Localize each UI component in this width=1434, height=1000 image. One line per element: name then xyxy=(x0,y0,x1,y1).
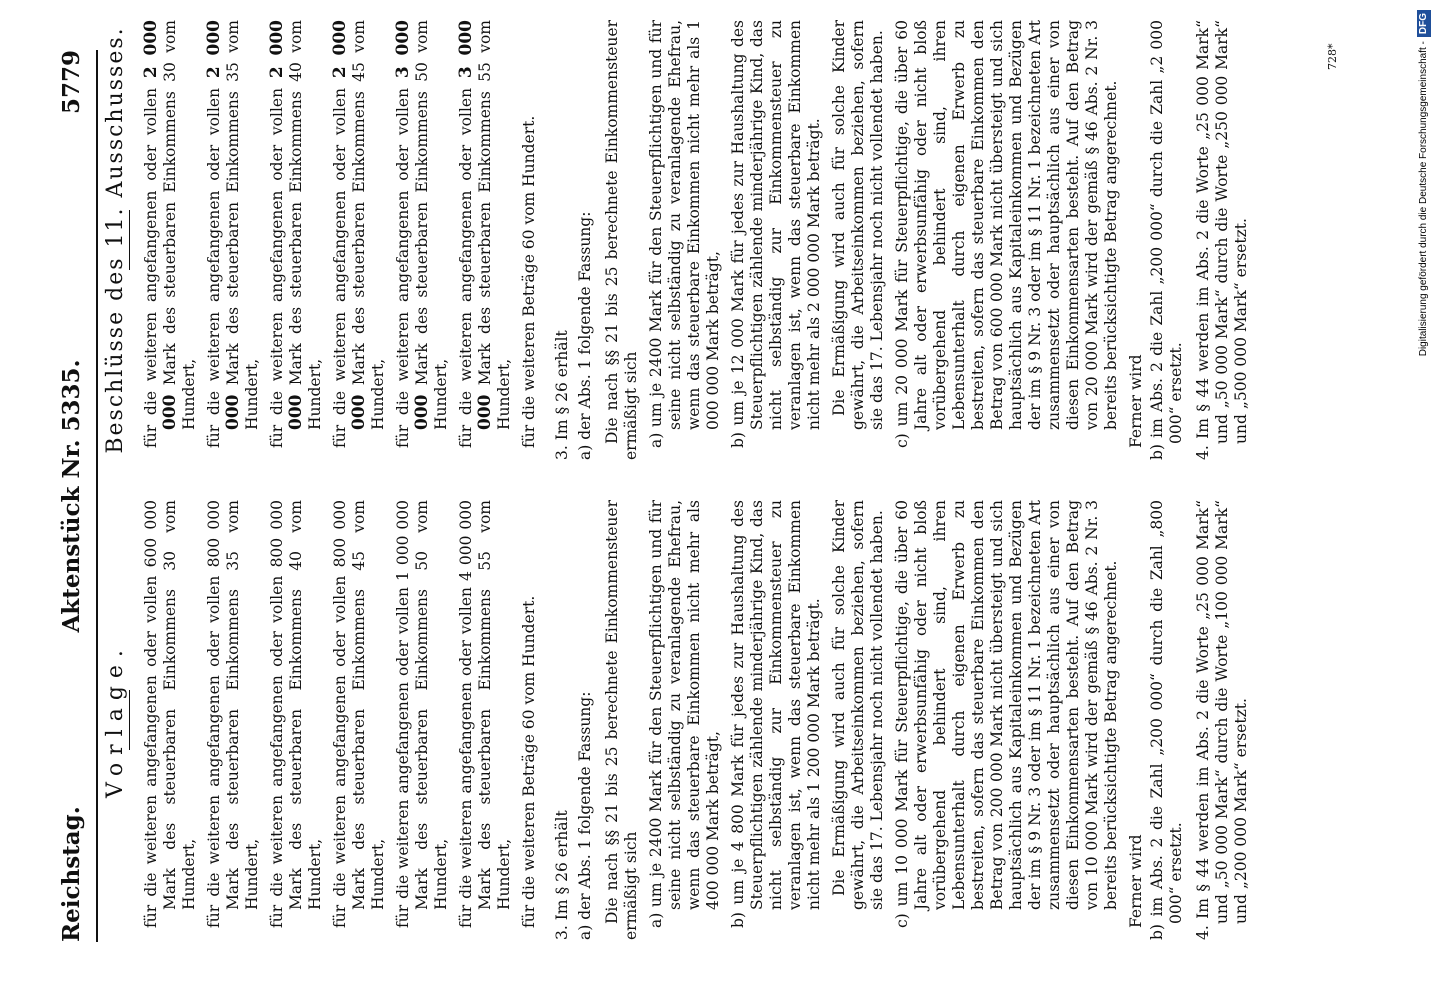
rate-item: für die weiteren angefangenen oder vollen 4 000 000 Mark des steuerbaren Einkommens 55 vom Hundert, xyxy=(457,500,513,928)
sub-item-c: c) um 20 000 Mark für Steuerpflichtige, die über 60 Jahre alt oder erwerbsunfähig oder nicht bloß vorübergehend behindert sind, ihren Lebensunterhalt durch eigenen Erwerb zu bestreiten, sofern das steuerbare Einkommen den Betrag von 600 000 Mark nicht übersteigt und sich hauptsächlich aus Kapitaleinkommen und Bezügen der im § 9 Nr. 3 oder im § 11 Nr. 1 bezeichneten Art zusammensetzt oder hauptsächlich aus einer von diesen Einkommensarten besteht. Auf den Betrag von 20 000 Mark wird der gemäß § 46 Abs. 2 Nr. 3 bereits berücksichtigte Betrag angerechnet. xyxy=(893,20,1120,448)
rate-item: für die weiteren angefangenen oder vollen 600 000 Mark des steuerbaren Einkommens 30 vom Hundert, xyxy=(142,500,198,928)
column-title-beschluesse: Beschlüsse des 11. Ausschusses. xyxy=(103,26,128,454)
rate-item-last: für die weiteren Beträge 60 vom Hundert. xyxy=(520,595,538,928)
section-4: 4. Im § 44 werden im Abs. 2 die Worte „25 000 Mark“ und „50 000 Mark“ durch die Worte „250 000 Mark“ und „500 000 Mark“ ersetzt. xyxy=(1194,20,1250,460)
rate-item: für die weiteren angefangenen oder vollen 2 000 000 Mark des steuerbaren Einkommens 40 vom Hundert, xyxy=(267,19,324,448)
rate-item: für die weiteren angefangenen oder vollen 2 000 000 Mark des steuerbaren Einkommens 45 vom Hundert, xyxy=(330,19,387,448)
title-rule xyxy=(129,690,130,750)
amount: 2 000 000 xyxy=(204,19,243,430)
section-3b: b) im Abs. 2 die Zahl „200 000“ durch die Zahl „800 000“ ersetzt. xyxy=(1148,500,1185,940)
column-beschluesse xyxy=(100,20,1259,460)
amount: 3 000 000 xyxy=(393,19,432,430)
rate-item: für die weiteren angefangenen oder vollen 2 000 000 Mark des steuerbaren Einkommens 30 vom Hundert, xyxy=(141,19,198,448)
rate-item: für die weiteren angefangenen oder vollen 800 000 Mark des steuerbaren Einkommens 35 vom Hundert, xyxy=(205,500,261,928)
amount: 2 000 000 xyxy=(330,19,369,430)
sub-item-b: b) um je 12 000 Mark für jedes zur Haushaltung des Steuerpflichtigen zählende minderjährige Kind, das nicht selbständig zur Einkommensteuer zu veranlagen ist, wenn das steuerbare Einkommen nicht mehr als 2 000 000 Mark beträgt. xyxy=(729,20,823,448)
rate-item: für die weiteren angefangenen oder vollen 3 000 000 Mark des steuerbaren Einkommens 50 vom Hundert, xyxy=(393,19,450,448)
side-credit-strip xyxy=(1410,0,1434,1000)
sub-item-b: b) um je 4 800 Mark für jedes zur Haushaltung des Steuerpflichtigen zählende minderjährige Kind, das nicht selbständig zur Einkommensteuer zu veranlagen ist, wenn das steuerbare Einkommen nicht mehr als 1 200 000 Mark beträgt. xyxy=(729,500,823,928)
title-rule xyxy=(129,210,130,270)
ferner-wird: Ferner wird xyxy=(1127,354,1145,448)
section-3a: a) der Abs. 1 folgende Fassung: xyxy=(576,211,594,460)
side-credit-text: Digitalisierung gefördert durch die Deutsche Forschungsgemeinschaft - xyxy=(1418,41,1429,357)
page-header xyxy=(58,50,94,942)
ferner-wird: Ferner wird xyxy=(1127,834,1145,928)
section-3b: b) im Abs. 2 die Zahl „200 000“ durch die Zahl „2 000 000“ ersetzt. xyxy=(1148,20,1185,460)
sub-item-c: c) um 10 000 Mark für Steuerpflichtige, die über 60 Jahre alt oder erwerbsunfähig oder nicht bloß vorübergehend behindert sind, ihren Lebensunterhalt durch eigenen Erwerb zu bestreiten, sofern das steuerbare Einkommen den Betrag von 200 000 Mark nicht übersteigt und sich hauptsächlich aus Kapitaleinkommen und Bezügen der im § 9 Nr. 3 oder im § 11 Nr. 1 bezeichneten Art zusammensetzt oder hauptsächlich aus einer von diesen Einkommensarten besteht. Auf den Betrag von 10 000 Mark wird der gemäß § 46 Abs. 2 Nr. 3 bereits berücksichtigte Betrag angerechnet. xyxy=(893,500,1120,928)
page-number: 5779 xyxy=(58,50,85,115)
section-3a-intro: Die nach §§ 21 bis 25 berechnete Einkommensteuer ermäßigt sich xyxy=(603,500,640,940)
rate-item: für die weiteren angefangenen oder vollen 800 000 Mark des steuerbaren Einkommens 40 vom Hundert, xyxy=(268,500,324,928)
rate-item-last: für die weiteren Beträge 60 vom Hundert. xyxy=(520,115,538,448)
header-rule xyxy=(96,50,98,942)
header-reichstag: Reichstag. xyxy=(58,806,85,942)
amount: 3 000 000 xyxy=(456,19,495,430)
amount: 2 000 000 xyxy=(141,19,180,430)
section-4: 4. Im § 44 werden im Abs. 2 die Worte „25 000 Mark“ und „50 000 Mark“ durch die Worte „100 000 Mark“ und „200 000 Mark“ ersetzt. xyxy=(1194,500,1250,940)
amount: 2 000 000 xyxy=(267,19,306,430)
sub-item-b-note: Die Ermäßigung wird auch für solche Kinder gewährt, die Arbeitseinkommen beziehen, sofern sie das 17. Lebensjahr noch nicht vollendet haben. xyxy=(830,500,886,910)
rate-item: für die weiteren angefangenen oder vollen 2 000 000 Mark des steuerbaren Einkommens 35 vom Hundert, xyxy=(204,19,261,448)
header-document-title: Aktenstück Nr. 5335. xyxy=(58,359,85,633)
sub-item-b-note: Die Ermäßigung wird auch für solche Kinder gewährt, die Arbeitseinkommen beziehen, sofern sie das 17. Lebensjahr noch nicht vollendet haben. xyxy=(830,20,886,430)
footer-sheet-number: 728* xyxy=(1326,43,1339,70)
rate-item: für die weiteren angefangenen oder vollen 800 000 Mark des steuerbaren Einkommens 45 vom Hundert, xyxy=(331,500,387,928)
rate-item: für die weiteren angefangenen oder vollen 1 000 000 Mark des steuerbaren Einkommens 50 vom Hundert, xyxy=(394,500,450,928)
section-3-heading: 3. Im § 26 erhält xyxy=(553,810,571,940)
column-vorlage xyxy=(100,500,1259,940)
section-3a-intro: Die nach §§ 21 bis 25 berechnete Einkommensteuer ermäßigt sich xyxy=(603,20,640,460)
column-title-vorlage: Vorlage. xyxy=(103,642,128,798)
rate-item: für die weiteren angefangenen oder vollen 3 000 000 Mark des steuerbaren Einkommens 55 vom Hundert, xyxy=(456,19,513,448)
sub-item-a: a) um je 2400 Mark für den Steuerpflichtigen und für seine nicht selbständig zu veranlagende Ehefrau, wenn das steuerbare Einkommen nicht mehr als 400 000 Mark beträgt, xyxy=(647,500,722,928)
section-3-heading: 3. Im § 26 erhält xyxy=(553,330,571,460)
section-3a: a) der Abs. 1 folgende Fassung: xyxy=(576,691,594,940)
sub-item-a: a) um je 2400 Mark für den Steuerpflichtigen und für seine nicht selbständig zu veranlagende Ehefrau, wenn das steuerbare Einkommen nicht mehr als 1 000 000 Mark beträgt, xyxy=(647,20,722,448)
dfg-logo-icon: DFG xyxy=(1417,10,1431,37)
